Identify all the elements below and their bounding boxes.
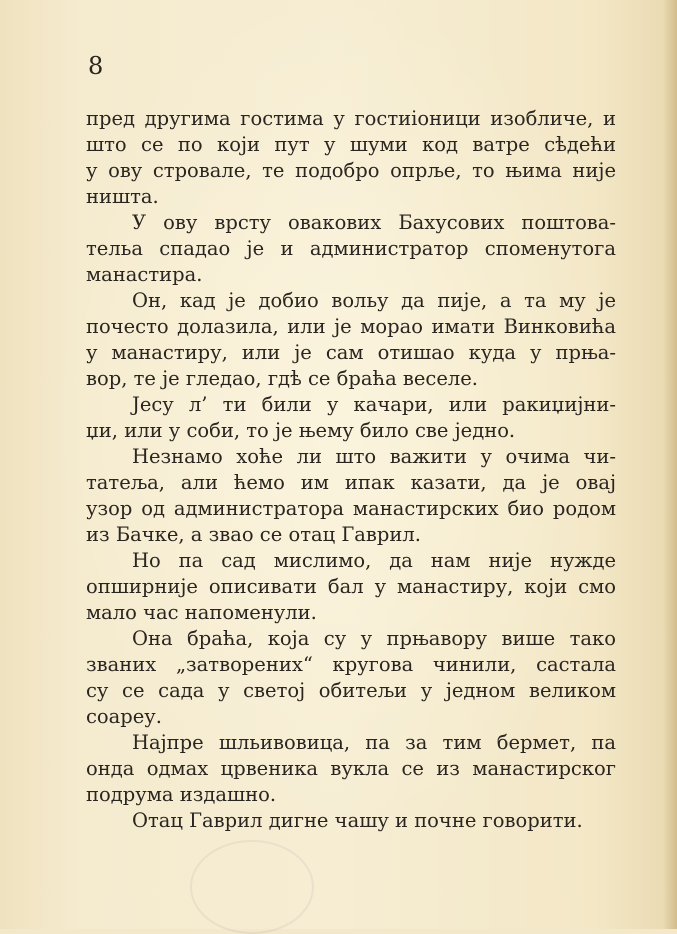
text-line: Најпре шльивовица, па за тим бермет, па	[132, 731, 616, 754]
paragraph	[86, 288, 616, 392]
text-line: манастира.	[86, 263, 203, 286]
page-number: 8	[88, 52, 104, 80]
text-line: у ову стровале, те подобро опрље, то њима није	[86, 159, 616, 182]
paragraph	[86, 548, 616, 626]
text-line: вор, те je гледао, гдѣ се браћа веселе.	[86, 367, 478, 390]
text-line: Но па сад мислимо, да нам није нужде	[132, 549, 616, 572]
text-line: У ову врсту оваковиx Баxусовиx поштова-	[132, 211, 616, 234]
text-line: у манастиру, или je сам отишао куда у прњa-	[86, 341, 616, 364]
text-line: Незнамо xoће ли што важити у очима чи-	[132, 445, 616, 468]
paragraph	[86, 444, 616, 548]
text-line: подрума издашно.	[86, 783, 277, 806]
text-line: Јесу л’ ти били у качари, или ракиџијни-	[132, 393, 616, 416]
body-text	[86, 106, 616, 834]
paragraph	[86, 392, 616, 444]
faded-stamp-mark	[190, 840, 314, 934]
text-line: из Бачке, а звао се отац Гаврил.	[86, 523, 421, 546]
text-line: татеља, али ћемо им ипак казати, да je овај	[86, 471, 616, 494]
paragraph	[86, 626, 616, 730]
text-line: су се сада у светој обитељи у једном великом	[86, 679, 616, 702]
paragraph	[86, 808, 616, 834]
text-line: Она браћа, која су у прњавору више тако	[132, 627, 616, 650]
text-line: мало час напоменули.	[86, 601, 317, 624]
paragraph	[86, 730, 616, 808]
text-line: соареу.	[86, 705, 162, 728]
text-line: што се по који пут у шуми код ватре сѣдећи	[86, 133, 616, 156]
text-line: тельа спадао je и администратор споменутога	[86, 237, 616, 260]
text-line: ништа.	[86, 185, 159, 208]
text-line: џи, или у соби, то je њему било све једно.	[86, 419, 516, 442]
text-line: пред другима гостима у гостиіоници изобличе, и	[86, 107, 616, 130]
paragraph	[86, 106, 616, 210]
text-line: почесто долазила, или je морао имати Винковића	[86, 315, 616, 338]
page-edge-shadow	[663, 0, 677, 929]
text-line: узор од администратора манастирскиx био родом	[86, 497, 616, 520]
text-line: Он, кад je добио вольу да пије, а та му je	[132, 289, 616, 312]
text-line: онда одмаx црвеника вукла се из манастирског	[86, 757, 616, 780]
text-line: званиx „затворениx“ кругова чинили, састала	[86, 653, 616, 676]
paragraph	[86, 210, 616, 288]
text-line: Отац Гаврил дигне чашу и почне говорити.	[132, 809, 583, 832]
text-line: опширније описивати бал у манастиру, који смо	[86, 575, 616, 598]
